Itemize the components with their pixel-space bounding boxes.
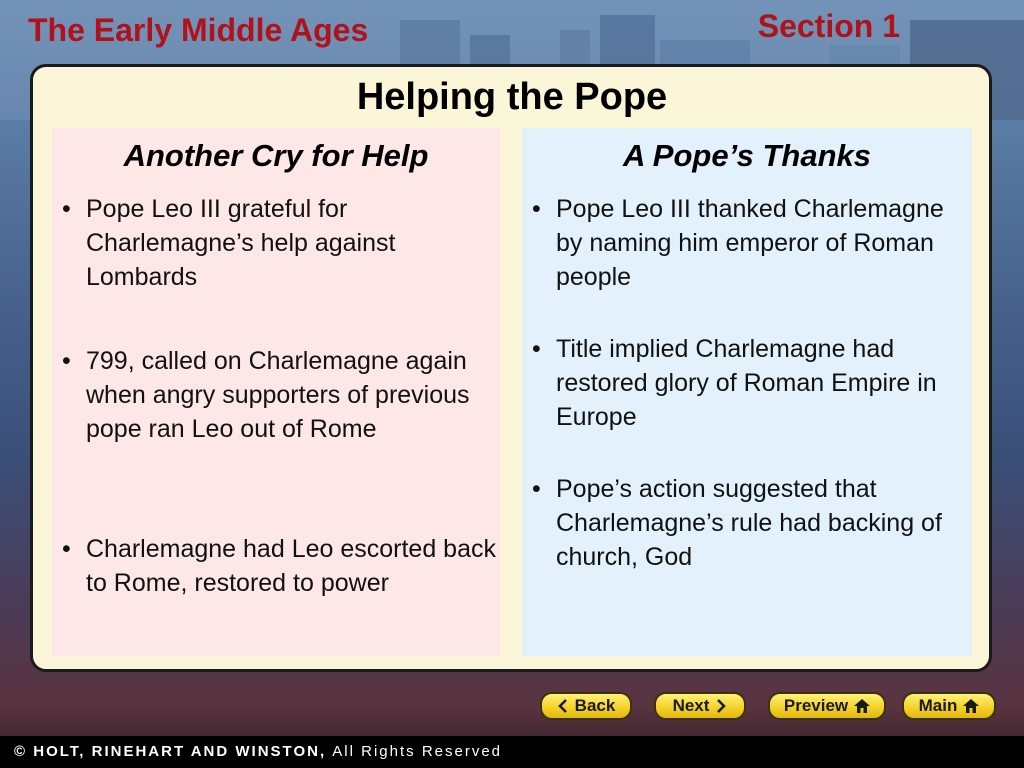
home-icon <box>963 699 979 713</box>
list-item <box>522 192 966 294</box>
list-item <box>52 344 500 446</box>
bullet-text: Charlemagne had Leo escorted back to Rome, restored to power <box>86 535 496 597</box>
list-item <box>522 472 966 574</box>
main-button[interactable] <box>902 692 996 720</box>
bullet-text: Pope Leo III grateful for Charlemagne’s help against Lombards <box>86 195 396 291</box>
right-column-heading: A Pope’s Thanks <box>622 138 872 173</box>
list-item <box>522 332 966 434</box>
preview-button[interactable] <box>768 692 886 720</box>
bullet-dot-icon: • <box>62 195 71 223</box>
slide-title: Helping the Pope <box>356 76 668 118</box>
back-button[interactable] <box>540 692 632 720</box>
footer-bar <box>0 736 1024 768</box>
next-button[interactable] <box>654 692 746 720</box>
next-button-label: Next <box>672 696 710 715</box>
list-item <box>52 532 500 600</box>
course-title: The Early Middle Ages <box>28 12 369 48</box>
chevron-left-icon <box>557 699 569 713</box>
back-button-label: Back <box>574 696 616 715</box>
bullet-dot-icon: • <box>532 475 541 503</box>
bullet-dot-icon: • <box>62 535 71 563</box>
left-column <box>52 128 500 656</box>
copyright-icon: © <box>14 743 28 760</box>
bullet-text: Pope’s action suggested that Charlemagne’s rule had backing of church, God <box>556 475 942 571</box>
bullet-text: Pope Leo III thanked Charlemagne by naming him emperor of Roman people <box>556 195 944 291</box>
rights-text: All Rights Reserved <box>332 743 503 760</box>
bullet-dot-icon: • <box>532 195 541 223</box>
bullet-text: 799, called on Charlemagne again when angry supporters of previous pope ran Leo out of Rome <box>86 347 470 443</box>
list-item <box>52 192 500 294</box>
chevron-right-icon <box>715 699 727 713</box>
bullet-dot-icon: • <box>532 335 541 363</box>
main-button-label: Main <box>918 696 958 715</box>
copyright-notice <box>14 743 502 760</box>
section-label: Section 1 <box>757 8 900 44</box>
bullet-dot-icon: • <box>62 347 71 375</box>
preview-button-label: Preview <box>783 696 849 715</box>
right-column <box>522 128 972 656</box>
left-column-heading: Another Cry for Help <box>123 138 429 173</box>
home-icon <box>854 699 870 713</box>
publisher-name: HOLT, RINEHART AND WINSTON, <box>33 743 327 760</box>
bullet-text: Title implied Charlemagne had restored glory of Roman Empire in Europe <box>556 335 937 431</box>
